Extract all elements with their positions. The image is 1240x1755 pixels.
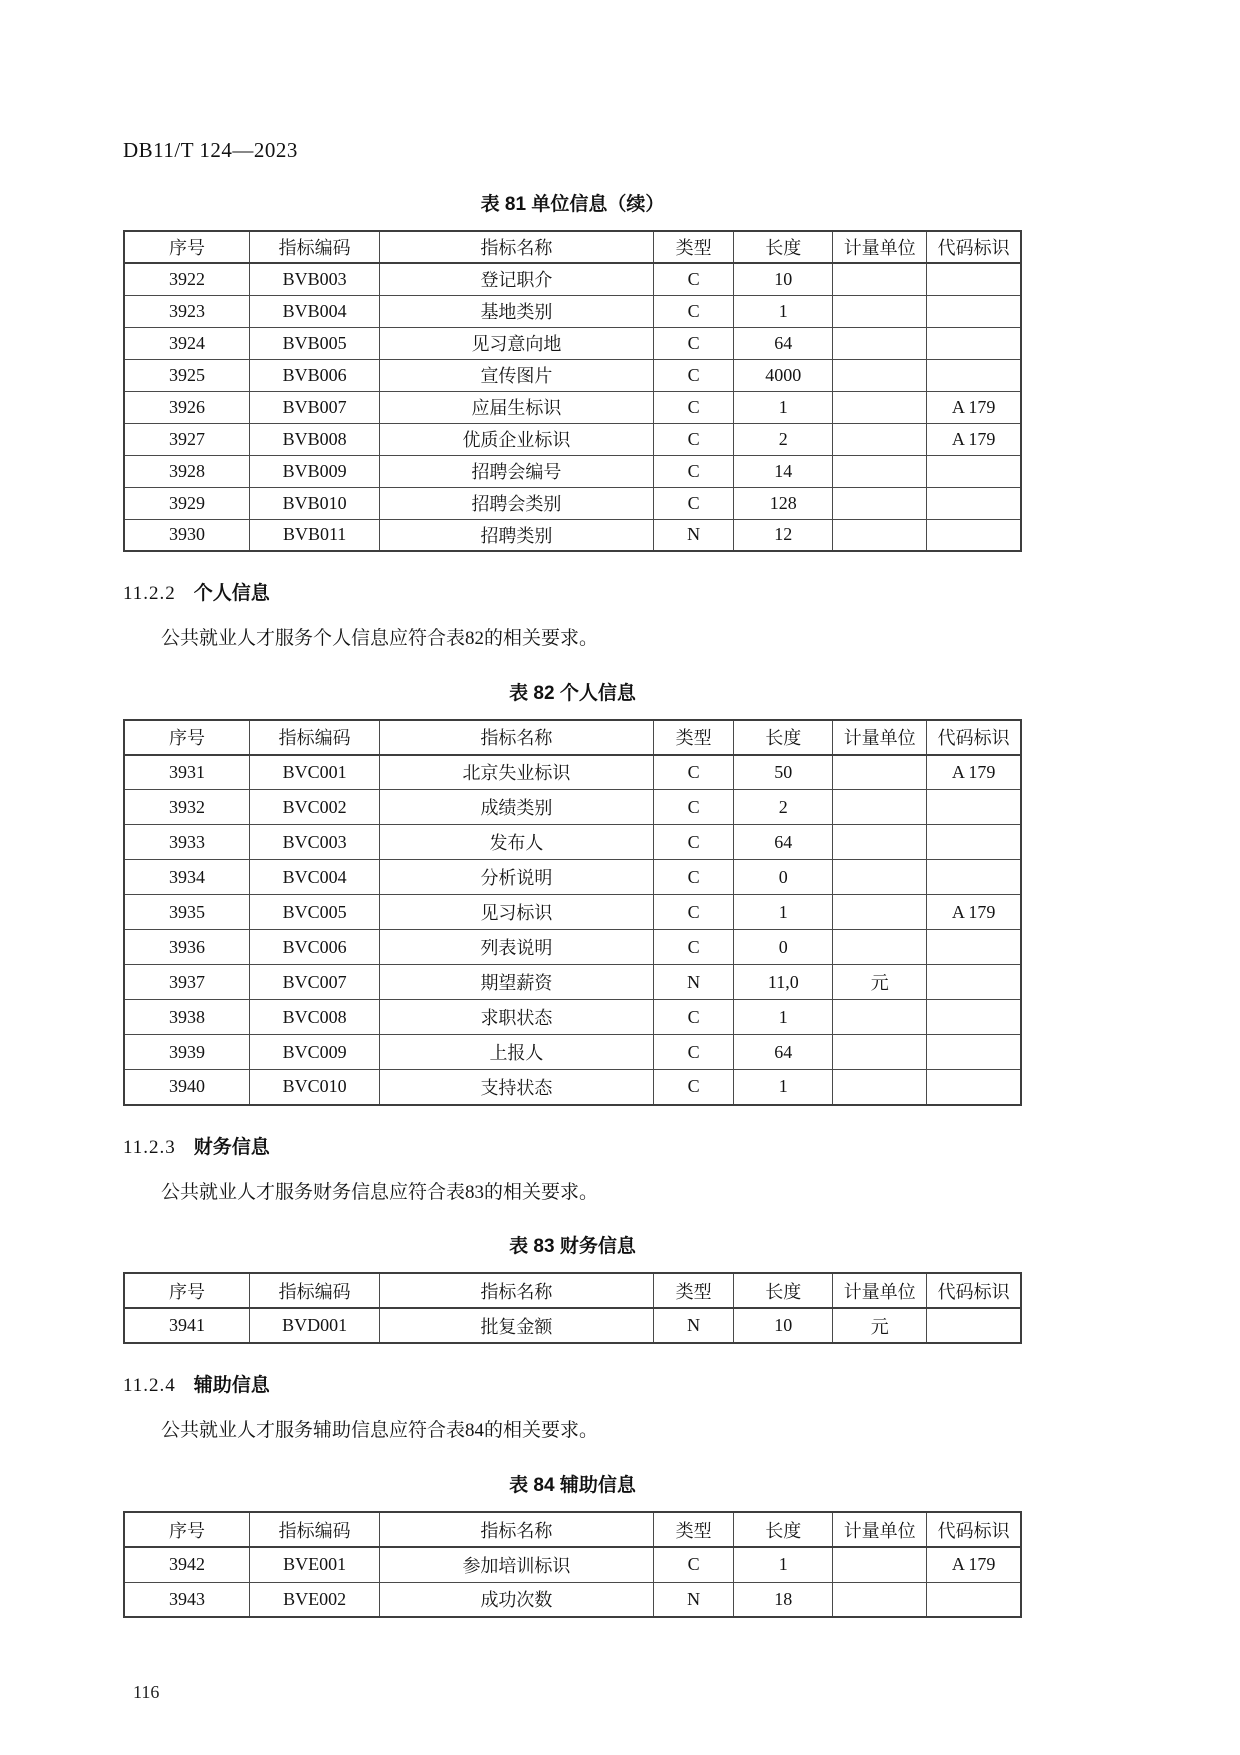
table-cell: 见习标识	[380, 895, 654, 930]
table-cell: BVB006	[250, 359, 380, 391]
table-cell: BVC006	[250, 930, 380, 965]
table-cell: 招聘类别	[380, 519, 654, 551]
table-cell: N	[653, 1582, 734, 1617]
column-header: 长度	[734, 720, 833, 755]
table-cell: 1	[734, 295, 833, 327]
table-cell	[927, 263, 1021, 295]
table-cell: C	[653, 895, 734, 930]
table-cell: BVC004	[250, 860, 380, 895]
table-cell: A 179	[927, 755, 1021, 790]
table-cell: BVE002	[250, 1582, 380, 1617]
table-row	[124, 1308, 1021, 1343]
table-cell: N	[653, 519, 734, 551]
table-cell: 上报人	[380, 1035, 654, 1070]
table-caption: 表 82 个人信息	[509, 682, 636, 704]
page-header	[123, 138, 1022, 163]
column-header: 指标编码	[250, 231, 380, 263]
table-row	[124, 790, 1021, 825]
table-cell: 11,0	[734, 965, 833, 1000]
table-cell: 元	[833, 1308, 927, 1343]
section-table-81	[123, 189, 1022, 552]
column-header: 指标编码	[250, 1512, 380, 1547]
table-caption: 表 83 财务信息	[509, 1236, 636, 1258]
column-header: 类型	[653, 720, 734, 755]
table-cell: 0	[734, 930, 833, 965]
table-cell: C	[653, 1035, 734, 1070]
table-header-row	[124, 720, 1021, 755]
table-cell	[927, 1308, 1021, 1343]
table-cell: BVB004	[250, 295, 380, 327]
table-cell: C	[653, 295, 734, 327]
body-paragraph: 公共就业人才服务辅助信息应符合表84的相关要求。	[161, 1420, 599, 1442]
table-cell	[833, 895, 927, 930]
table-cell: 基地类别	[380, 295, 654, 327]
table-cell: C	[653, 825, 734, 860]
table-cell: 4000	[734, 359, 833, 391]
section-11-2-3	[123, 1132, 1022, 1345]
table-cell	[833, 263, 927, 295]
table-cell	[833, 1582, 927, 1617]
table-cell	[927, 519, 1021, 551]
table-cell	[833, 790, 927, 825]
table-cell: N	[653, 1308, 734, 1343]
table-row	[124, 327, 1021, 359]
table-cell: N	[653, 965, 734, 1000]
table-row	[124, 1582, 1021, 1617]
table-cell: BVC007	[250, 965, 380, 1000]
column-header: 序号	[124, 231, 250, 263]
table-cell	[833, 1547, 927, 1582]
table-cell	[833, 1070, 927, 1105]
table-cell: 3925	[124, 359, 250, 391]
table-cell: 3943	[124, 1582, 250, 1617]
table-cell: A 179	[927, 895, 1021, 930]
table-cell: 批复金额	[380, 1308, 654, 1343]
table-cell: 3938	[124, 1000, 250, 1035]
column-header: 指标名称	[380, 1512, 654, 1547]
table-cell: BVC010	[250, 1070, 380, 1105]
table-cell	[833, 1035, 927, 1070]
table-cell: 3929	[124, 487, 250, 519]
table-cell	[833, 327, 927, 359]
table-cell	[927, 1070, 1021, 1105]
table-cell: 求职状态	[380, 1000, 654, 1035]
table-cell: BVC009	[250, 1035, 380, 1070]
table-cell: 10	[734, 263, 833, 295]
section-title: 个人信息	[193, 583, 270, 604]
table-cell	[833, 825, 927, 860]
section-title: 辅助信息	[193, 1375, 270, 1397]
table-cell: 3932	[124, 790, 250, 825]
table-cell: 招聘会类别	[380, 487, 654, 519]
table-cell: A 179	[927, 1547, 1021, 1582]
table-row	[124, 1547, 1021, 1582]
table-cell: 登记职介	[380, 263, 654, 295]
table-cell	[833, 391, 927, 423]
table-cell: 3922	[124, 263, 250, 295]
table-cell	[833, 1000, 927, 1035]
table-cell	[833, 755, 927, 790]
table-row	[124, 860, 1021, 895]
column-header: 指标编码	[250, 1273, 380, 1308]
table-cell	[927, 825, 1021, 860]
table-cell: 成功次数	[380, 1582, 654, 1617]
table-cell: 3933	[124, 825, 250, 860]
table-cell: 3940	[124, 1070, 250, 1105]
table-caption: 表 84 辅助信息	[509, 1475, 636, 1497]
table-cell: 3930	[124, 519, 250, 551]
table-cell: 64	[734, 327, 833, 359]
column-header: 指标名称	[380, 720, 654, 755]
table-row	[124, 825, 1021, 860]
table-cell: 3934	[124, 860, 250, 895]
table-cell: 3928	[124, 455, 250, 487]
table-cell	[833, 860, 927, 895]
table-row	[124, 519, 1021, 551]
table-cell: C	[653, 327, 734, 359]
column-header: 代码标识	[927, 720, 1021, 755]
section-heading	[123, 1370, 1022, 1397]
column-header: 序号	[124, 1512, 250, 1547]
table-cell	[927, 295, 1021, 327]
table-cell	[927, 790, 1021, 825]
table-cell: BVC003	[250, 825, 380, 860]
column-header: 序号	[124, 1273, 250, 1308]
table-cell: 64	[734, 1035, 833, 1070]
table-cell	[833, 455, 927, 487]
indicator-table	[123, 1511, 1022, 1618]
column-header: 计量单位	[833, 720, 927, 755]
table-cell: BVB005	[250, 327, 380, 359]
table-cell: 0	[734, 860, 833, 895]
table-cell: BVC002	[250, 790, 380, 825]
table-cell: 支持状态	[380, 1070, 654, 1105]
table-cell: BVB010	[250, 487, 380, 519]
table-cell: C	[653, 423, 734, 455]
table-cell: C	[653, 860, 734, 895]
table-cell	[927, 965, 1021, 1000]
table-cell: C	[653, 790, 734, 825]
table-cell: A 179	[927, 391, 1021, 423]
table-row	[124, 455, 1021, 487]
table-cell: 成绩类别	[380, 790, 654, 825]
table-row	[124, 965, 1021, 1000]
table-cell: 参加培训标识	[380, 1547, 654, 1582]
table-cell: BVB011	[250, 519, 380, 551]
table-cell: 3935	[124, 895, 250, 930]
table-cell	[927, 455, 1021, 487]
table-cell	[833, 519, 927, 551]
table-caption: 表 81 单位信息（续）	[480, 194, 665, 215]
table-row	[124, 1070, 1021, 1105]
table-header-row	[124, 1512, 1021, 1547]
table-cell: C	[653, 1547, 734, 1582]
column-header: 计量单位	[833, 1512, 927, 1547]
column-header: 类型	[653, 231, 734, 263]
table-row	[124, 423, 1021, 455]
table-cell	[833, 930, 927, 965]
section-11-2-4	[123, 1370, 1022, 1618]
table-cell: 元	[833, 965, 927, 1000]
table-cell: 3926	[124, 391, 250, 423]
table-cell: 宣传图片	[380, 359, 654, 391]
table-cell: 3924	[124, 327, 250, 359]
column-header: 代码标识	[927, 1273, 1021, 1308]
table-cell: 1	[734, 1000, 833, 1035]
table-cell: 招聘会编号	[380, 455, 654, 487]
table-cell: 应届生标识	[380, 391, 654, 423]
table-cell: 见习意向地	[380, 327, 654, 359]
section-number: 11.2.4	[123, 1375, 176, 1397]
table-row	[124, 1000, 1021, 1035]
table-cell	[927, 1582, 1021, 1617]
indicator-table	[123, 230, 1022, 552]
table-cell: 分析说明	[380, 860, 654, 895]
table-cell: 3941	[124, 1308, 250, 1343]
table-cell	[833, 423, 927, 455]
table-cell: BVD001	[250, 1308, 380, 1343]
table-cell: BVE001	[250, 1547, 380, 1582]
page-number: 116	[133, 1682, 160, 1702]
table-cell: 18	[734, 1582, 833, 1617]
table-cell: 3931	[124, 755, 250, 790]
column-header: 类型	[653, 1273, 734, 1308]
table-cell: 1	[734, 895, 833, 930]
table-cell: 14	[734, 455, 833, 487]
table-cell: 10	[734, 1308, 833, 1343]
table-row	[124, 895, 1021, 930]
table-cell	[927, 487, 1021, 519]
table-row	[124, 295, 1021, 327]
table-cell	[927, 860, 1021, 895]
table-cell: 50	[734, 755, 833, 790]
column-header: 长度	[734, 1512, 833, 1547]
table-cell	[927, 327, 1021, 359]
section-11-2-2	[123, 578, 1022, 1106]
table-cell: 优质企业标识	[380, 423, 654, 455]
table-cell: C	[653, 1070, 734, 1105]
column-header: 类型	[653, 1512, 734, 1547]
table-cell: 北京失业标识	[380, 755, 654, 790]
table-cell: C	[653, 487, 734, 519]
table-cell: 1	[734, 391, 833, 423]
table-row	[124, 487, 1021, 519]
table-cell: 128	[734, 487, 833, 519]
body-paragraph: 公共就业人才服务个人信息应符合表82的相关要求。	[161, 628, 599, 649]
body-paragraph: 公共就业人才服务财务信息应符合表83的相关要求。	[161, 1181, 599, 1203]
table-cell: 期望薪资	[380, 965, 654, 1000]
table-header-row	[124, 1273, 1021, 1308]
table-cell: 列表说明	[380, 930, 654, 965]
table-cell: 12	[734, 519, 833, 551]
indicator-table	[123, 719, 1022, 1106]
table-cell: BVC005	[250, 895, 380, 930]
table-row	[124, 1035, 1021, 1070]
section-number: 11.2.2	[123, 583, 176, 604]
section-number: 11.2.3	[123, 1136, 176, 1158]
table-cell	[927, 1035, 1021, 1070]
table-cell: 发布人	[380, 825, 654, 860]
table-cell: 3923	[124, 295, 250, 327]
table-cell	[927, 930, 1021, 965]
table-cell: C	[653, 391, 734, 423]
table-cell: 3927	[124, 423, 250, 455]
column-header: 序号	[124, 720, 250, 755]
column-header: 指标名称	[380, 1273, 654, 1308]
table-cell: 3939	[124, 1035, 250, 1070]
table-cell: C	[653, 930, 734, 965]
table-cell: BVB008	[250, 423, 380, 455]
table-cell: 3942	[124, 1547, 250, 1582]
table-row	[124, 930, 1021, 965]
column-header: 长度	[734, 1273, 833, 1308]
table-cell	[833, 359, 927, 391]
table-cell	[927, 359, 1021, 391]
column-header: 计量单位	[833, 231, 927, 263]
column-header: 指标名称	[380, 231, 654, 263]
column-header: 计量单位	[833, 1273, 927, 1308]
doc-code: DB11/T 124—2023	[123, 138, 298, 162]
table-cell: C	[653, 1000, 734, 1035]
table-cell: 1	[734, 1070, 833, 1105]
table-cell: 2	[734, 790, 833, 825]
table-cell: A 179	[927, 423, 1021, 455]
table-row	[124, 263, 1021, 295]
table-cell: BVB003	[250, 263, 380, 295]
column-header: 指标编码	[250, 720, 380, 755]
table-cell: BVC001	[250, 755, 380, 790]
column-header: 长度	[734, 231, 833, 263]
table-row	[124, 755, 1021, 790]
table-cell: 1	[734, 1547, 833, 1582]
column-header: 代码标识	[927, 231, 1021, 263]
table-cell: C	[653, 263, 734, 295]
section-title: 财务信息	[193, 1136, 270, 1158]
table-cell: 3936	[124, 930, 250, 965]
table-cell: BVB009	[250, 455, 380, 487]
table-row	[124, 359, 1021, 391]
table-cell: C	[653, 455, 734, 487]
column-header: 代码标识	[927, 1512, 1021, 1547]
table-cell: C	[653, 359, 734, 391]
table-cell	[833, 295, 927, 327]
table-cell: BVB007	[250, 391, 380, 423]
table-cell	[833, 487, 927, 519]
table-cell: 64	[734, 825, 833, 860]
section-heading	[123, 578, 1022, 605]
table-cell: 2	[734, 423, 833, 455]
table-cell: C	[653, 755, 734, 790]
table-cell	[927, 1000, 1021, 1035]
table-row	[124, 391, 1021, 423]
table-header-row	[124, 231, 1021, 263]
section-heading	[123, 1132, 1022, 1159]
indicator-table	[123, 1272, 1022, 1344]
table-cell: 3937	[124, 965, 250, 1000]
table-cell: BVC008	[250, 1000, 380, 1035]
